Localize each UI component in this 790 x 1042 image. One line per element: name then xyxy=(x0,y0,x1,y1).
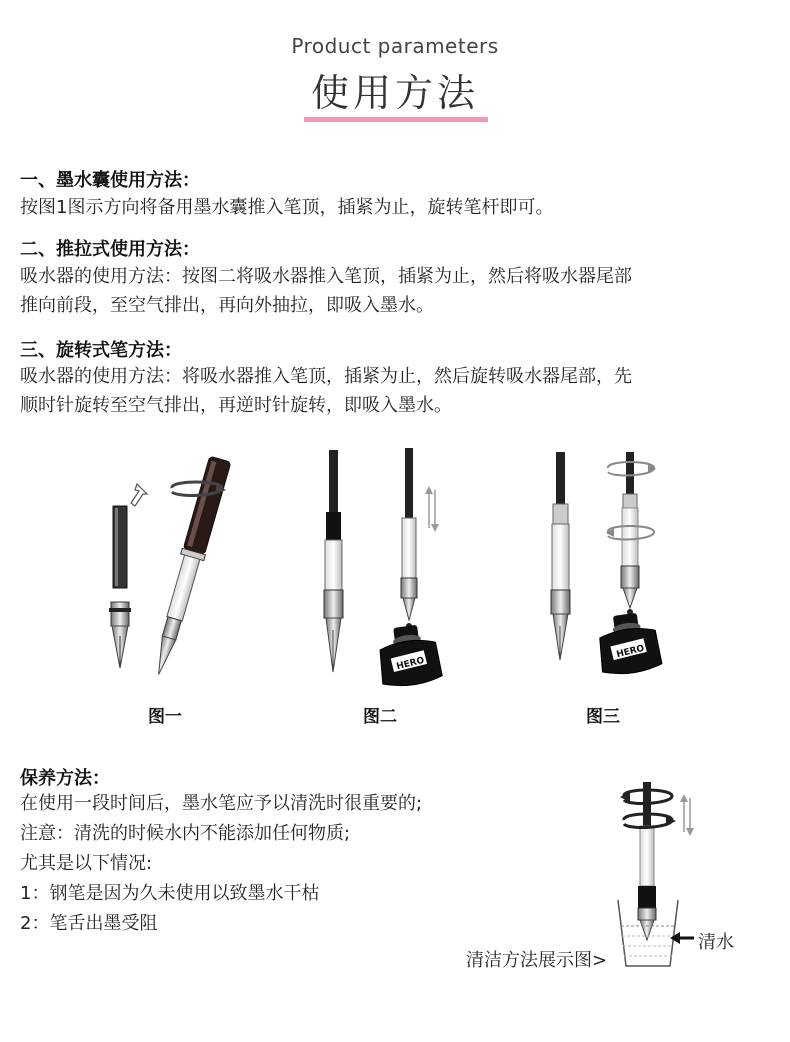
section-heading-ink-cartridge: 一、墨水囊使用方法： xyxy=(20,170,200,191)
text-line: 在使用一段时间后，墨水笔应予以清洗时很重要的; xyxy=(20,793,423,814)
page-subtitle: Product parameters xyxy=(291,34,499,58)
title-underline xyxy=(304,117,488,122)
water-label: 清水 xyxy=(698,932,734,953)
text-line: 2：笔舌出墨受阻 xyxy=(20,913,158,934)
maintenance-heading: 保养方法： xyxy=(20,768,110,789)
section-text-push-pull xyxy=(20,262,760,320)
bottle-label: HERO xyxy=(395,655,426,673)
figure-2-drawing xyxy=(324,448,443,689)
section-text-ink-cartridge xyxy=(20,193,760,222)
text-line: 吸水器的使用方法：按图二将吸水器推入笔顶，插紧为止，然后将吸水器尾部 xyxy=(20,266,632,287)
figure-3-caption: 图三 xyxy=(586,707,620,727)
text-line: 注意：清洗的时候水内不能添加任何物质; xyxy=(20,823,351,844)
cleaning-diagram-label: 清洁方法展示图> xyxy=(466,950,608,971)
text-line: 1：钢笔是因为久未使用以致墨水干枯 xyxy=(20,883,320,904)
section-heading-push-pull: 二、推拉式使用方法： xyxy=(20,239,200,260)
text-line: 尤其是以下情况: xyxy=(20,853,153,874)
maintenance-text xyxy=(20,789,580,939)
figure-1-drawing xyxy=(109,456,232,678)
text-line: 顺时针旋转至空气排出，再逆时针旋转，即吸入墨水。 xyxy=(20,395,452,416)
figures-illustration xyxy=(0,440,790,690)
figure-3-drawing xyxy=(551,452,663,677)
figure-2-caption: 图二 xyxy=(363,707,397,727)
bottle-label: HERO xyxy=(615,643,646,661)
section-heading-rotary: 三、旋转式笔方法： xyxy=(20,340,182,361)
figure-1-caption: 图一 xyxy=(148,707,182,727)
page-title: 使用方法 xyxy=(310,71,479,115)
text-line: 吸水器的使用方法：将吸水器推入笔顶，插紧为止，然后旋转吸水器尾部，先 xyxy=(20,366,632,387)
text-line: 按图1图示方向将备用墨水囊推入笔顶，插紧为止，旋转笔杆即可。 xyxy=(20,197,554,218)
section-text-rotary xyxy=(20,362,760,420)
text-line: 推向前段，至空气排出，再向外抽拉，即吸入墨水。 xyxy=(20,295,434,316)
